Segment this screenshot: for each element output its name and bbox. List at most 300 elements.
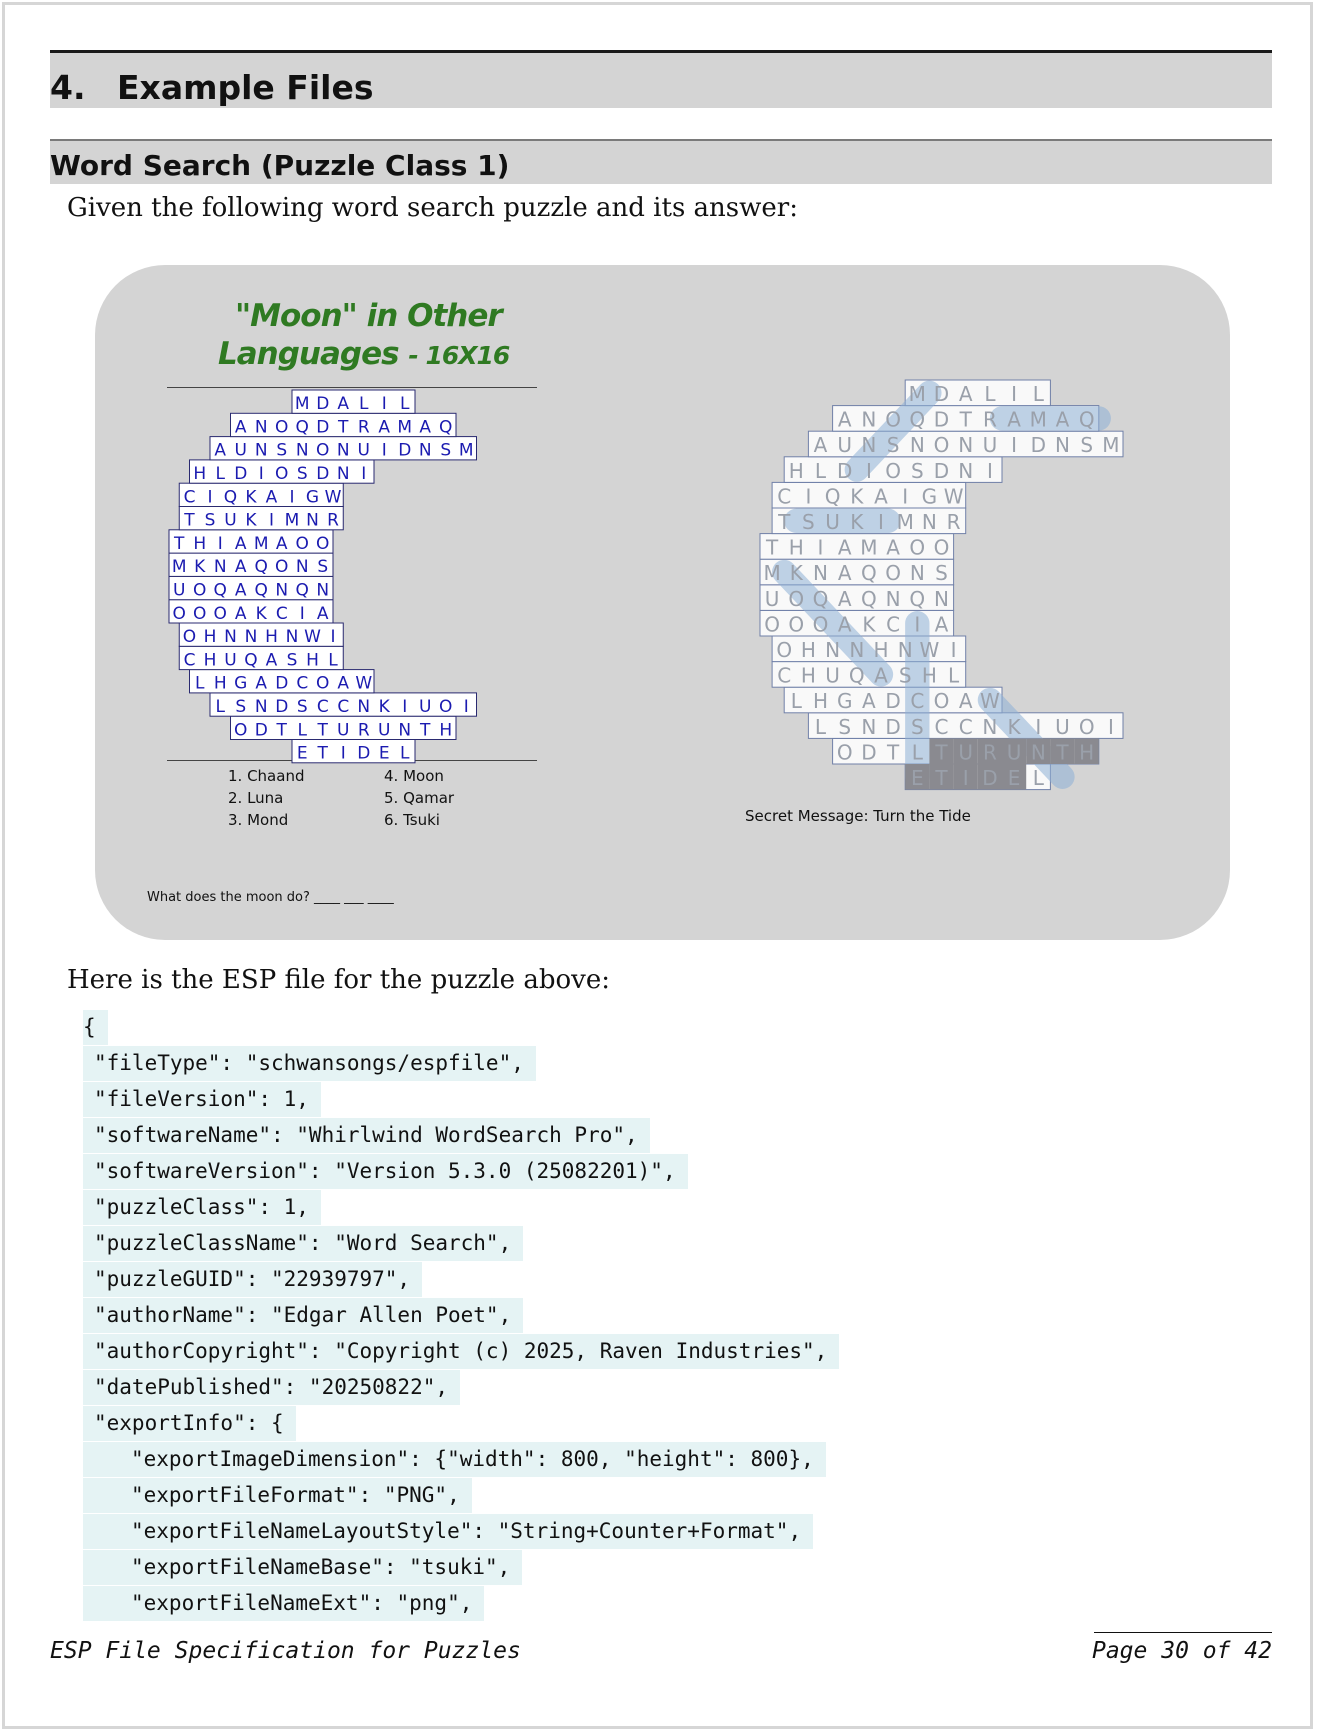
clue-item: 2. Luna [228, 789, 284, 807]
grid-letter: O [172, 603, 186, 624]
grid-letter: K [378, 697, 390, 718]
grid-letter: C [934, 714, 949, 739]
grid-letter: L [1032, 765, 1044, 790]
grid-letter: L [400, 743, 410, 764]
grid-letter: T [174, 533, 185, 554]
grid-letter: N [909, 433, 925, 458]
grid-letter: I [299, 603, 305, 624]
clue-item: 3. Mond [228, 811, 289, 829]
grid-letter: C [337, 697, 350, 718]
grid-letter: A [837, 561, 852, 586]
grid-letter: I [361, 464, 367, 485]
grid-letter: O [836, 740, 853, 765]
code-line: "exportFileFormat": "PNG", [83, 1478, 472, 1513]
grid-letter: O [933, 689, 950, 714]
grid-letter: C [183, 650, 196, 671]
grid-letter: S [802, 509, 815, 534]
grid-letter: I [902, 484, 909, 509]
grid-letter: L [297, 720, 307, 741]
grid-letter: C [886, 612, 901, 637]
grid-letter: D [861, 740, 877, 765]
grid-letter: L [215, 464, 225, 485]
grid-letter: A [234, 603, 247, 624]
grid-letter: N [224, 627, 237, 648]
grid-letter: D [275, 697, 289, 718]
grid-letter: A [837, 407, 852, 432]
grid-letter: A [934, 612, 949, 637]
grid-letter: R [946, 509, 961, 534]
grid-letter: L [984, 381, 996, 406]
grid-letter: A [874, 484, 888, 509]
grid-letter: D [357, 743, 371, 764]
grid-letter: I [1011, 381, 1018, 406]
grid-letter: S [317, 557, 329, 578]
grid-letter: C [296, 673, 309, 694]
grid-letter: G [234, 673, 248, 694]
grid-letter: E [378, 743, 390, 764]
grid-letter: Q [1078, 407, 1095, 432]
code-line: "softwareName": "Whirlwind WordSearch Pro", [83, 1118, 650, 1153]
grid-letter: N [825, 637, 841, 662]
grid-letter: A [837, 535, 852, 560]
grid-letter: L [790, 689, 802, 714]
grid-letter: A [265, 650, 278, 671]
grid-letter: G [305, 487, 320, 508]
grid-letter: A [214, 440, 227, 461]
grid-letter: O [275, 464, 289, 485]
grid-letter: I [878, 509, 884, 534]
grid-letter: O [275, 417, 289, 438]
grid-letter: T [276, 720, 287, 741]
grid-letter: A [837, 612, 852, 637]
grid-letter: O [933, 535, 950, 560]
grid-letter: N [213, 557, 227, 578]
grid-letter: E [1007, 765, 1021, 790]
grid-letter: A [874, 663, 888, 688]
grid-letter: N [316, 580, 330, 601]
grid-letter: D [316, 464, 330, 485]
grid-letter: U [234, 440, 247, 461]
grid-letter: I [1011, 433, 1018, 458]
grid-letter: G [921, 484, 938, 509]
grid-letter: H [873, 637, 889, 662]
clue-item: 5. Qamar [384, 789, 455, 807]
grid-letter: A [265, 487, 278, 508]
grid-letter: N [254, 440, 268, 461]
grid-letter: O [885, 407, 901, 432]
grid-letter: U [224, 650, 237, 671]
grid-letter: D [234, 464, 248, 485]
grid-letter: O [885, 561, 901, 586]
grid-letter: O [275, 557, 289, 578]
grid-letter: T [317, 743, 328, 764]
code-line: "authorCopyright": "Copyright (c) 2025, Raven Industries", [83, 1334, 839, 1369]
grid-letter: S [286, 650, 298, 671]
grid-letter: I [268, 510, 275, 531]
grid-letter: T [959, 407, 972, 432]
grid-letter: I [330, 627, 336, 648]
grid-letter: I [1107, 714, 1114, 739]
code-line: "puzzleGUID": "22939797", [83, 1262, 422, 1297]
grid-letter: K [1007, 714, 1021, 739]
grid-letter: D [275, 673, 289, 694]
grid-letter: I [381, 440, 387, 461]
grid-letter: Q [909, 407, 926, 432]
grid-letter: M [1029, 407, 1047, 432]
grid-letter: Q [295, 580, 309, 601]
grid-letter: O [764, 612, 780, 637]
grid-letter: H [203, 650, 217, 671]
grid-letter: R [982, 407, 997, 432]
grid-letter: M [253, 533, 269, 554]
grid-letter: N [1055, 433, 1070, 458]
grid-letter: N [861, 433, 877, 458]
grid-letter: S [838, 714, 852, 739]
grid-letter: W [943, 484, 964, 509]
grid-letter: O [885, 458, 901, 483]
grid-letter: A [886, 535, 900, 560]
grid-letter: A [1007, 407, 1021, 432]
code-line: "authorName": "Edgar Allen Poet", [83, 1298, 523, 1333]
grid-letter: N [285, 627, 299, 648]
grid-letter: O [182, 627, 197, 648]
grid-letter: O [234, 720, 248, 741]
grid-letter: O [439, 697, 453, 718]
grid-letter: K [245, 487, 257, 508]
grid-letter: D [316, 394, 330, 415]
clue-item: 6. Tsuki [384, 811, 440, 829]
grid-letter: A [419, 417, 432, 438]
secret-message: Secret Message: Turn the Tide [745, 807, 971, 825]
grid-letter: N [813, 561, 828, 586]
grid-letter: T [338, 417, 349, 438]
grid-letter: D [316, 417, 330, 438]
grid-letter: O [776, 637, 793, 662]
puzzle-question: What does the moon do? ____ ___ ____ [147, 890, 394, 905]
grid-letter: M [896, 509, 914, 534]
grid-letter: O [788, 586, 805, 611]
grid-letter: N [418, 440, 432, 461]
subsection-title: Word Search (Puzzle Class 1) [50, 149, 510, 182]
code-line: "datePublished": "20250822", [83, 1370, 460, 1405]
grid-letter: K [194, 557, 206, 578]
grid-letter: D [933, 458, 950, 483]
section-title: Example Files [117, 68, 374, 107]
grid-letter: W [324, 487, 342, 508]
grid-letter: T [935, 765, 948, 790]
grid-letter: N [849, 637, 865, 662]
grid-letter: H [213, 673, 227, 694]
grid-letter: I [381, 394, 387, 415]
grid-letter: W [980, 689, 1000, 714]
grid-letter: N [357, 697, 371, 718]
grid-letter: D [398, 440, 412, 461]
puzzle-title-size: - 16X16 [408, 341, 510, 370]
grid-letter: U [1055, 714, 1070, 739]
grid-letter: I [340, 743, 346, 764]
grid-letter: N [909, 561, 925, 586]
grid-letter: A [316, 603, 329, 624]
grid-letter: A [1055, 407, 1070, 432]
grid-letter: N [897, 637, 913, 662]
grid-letter: Q [824, 484, 841, 509]
grid-letter: I [950, 637, 957, 662]
grid-letter: U [419, 697, 432, 718]
grid-letter: U [958, 740, 974, 765]
grid-letter: H [812, 689, 829, 714]
grid-letter: C [777, 663, 792, 688]
grid-letter: N [275, 580, 289, 601]
grid-letter: Q [861, 561, 877, 586]
code-line: "exportFileNameBase": "tsuki", [83, 1550, 522, 1585]
grid-letter: C [183, 487, 196, 508]
grid-letter: N [398, 720, 412, 741]
grid-letter: T [886, 740, 900, 765]
grid-letter: A [337, 394, 350, 415]
grid-letter: U [837, 433, 853, 458]
grid-letter: O [812, 612, 829, 637]
grid-letter: O [788, 612, 805, 637]
grid-letter: S [276, 440, 288, 461]
grid-letter: Q [223, 487, 238, 508]
grid-letter: S [204, 510, 216, 531]
grid-letter: K [789, 561, 803, 586]
grid-letter: S [1080, 433, 1094, 458]
grid-letter: A [234, 417, 247, 438]
grid-letter: H [193, 464, 207, 485]
grid-letter: A [378, 417, 391, 438]
grid-letter: K [245, 510, 257, 531]
grid-letter: R [327, 510, 339, 531]
grid-letter: H [800, 637, 816, 662]
grid-letter: L [1032, 381, 1044, 406]
grid-letter: U [764, 586, 780, 611]
grid-letter: A [958, 381, 973, 406]
grid-letter: N [1030, 740, 1046, 765]
grid-letter: A [275, 533, 288, 554]
grid-letter: L [400, 394, 410, 415]
code-line: "fileType": "schwansongs/espfile", [83, 1046, 536, 1081]
grid-letter: T [935, 740, 948, 765]
grid-letter: C [910, 689, 925, 714]
grid-letter: O [193, 603, 207, 624]
grid-letter: C [316, 697, 329, 718]
intro-paragraph: Given the following word search puzzle and its answer: [67, 193, 798, 223]
grid-letter: Q [439, 417, 453, 438]
grid-letter: Q [848, 663, 865, 688]
grid-letter: T [765, 535, 779, 560]
grid-letter: C [777, 484, 792, 509]
grid-letter: W [355, 673, 373, 694]
grid-letter: N [295, 557, 309, 578]
grid-letter: L [215, 697, 225, 718]
grid-letter: S [235, 697, 247, 718]
grid-letter: Q [254, 557, 268, 578]
puzzle-title-line1: "Moon" in Other [235, 298, 502, 334]
grid-letter: K [850, 509, 864, 534]
grid-letter: Q [812, 586, 829, 611]
grid-letter: M [171, 557, 187, 578]
grid-letter: A [837, 586, 852, 611]
grid-letter: T [420, 720, 431, 741]
grid-letter: N [336, 464, 350, 485]
grid-letter: I [805, 484, 812, 509]
grid-letter: H [265, 627, 278, 648]
footer-rule [1094, 1632, 1272, 1633]
grid-letter: H [439, 720, 453, 741]
grid-letter: A [337, 673, 350, 694]
section-number: 4. [50, 68, 86, 107]
grid-letter: I [289, 487, 295, 508]
grid-letter: H [193, 533, 207, 554]
code-line: "softwareVersion": "Version 5.3.0 (25082201)", [83, 1154, 688, 1189]
grid-letter: L [911, 740, 923, 765]
grid-letter: S [910, 458, 924, 483]
grid-letter: O [213, 603, 227, 624]
grid-letter: M [397, 417, 413, 438]
grid-letter: Q [244, 650, 258, 671]
grid-letter: R [357, 720, 370, 741]
grid-letter: W [304, 627, 321, 648]
grid-letter: C [275, 603, 288, 624]
grid-letter: L [195, 673, 205, 694]
grid-letter: A [255, 673, 268, 694]
grid-letter: S [935, 561, 948, 586]
grid-letter: N [982, 714, 998, 739]
grid-letter: S [898, 663, 912, 688]
grid-letter: A [813, 433, 828, 458]
code-line: "exportInfo": { [83, 1406, 296, 1441]
grid-letter: T [778, 509, 791, 534]
grid-letter: R [357, 417, 370, 438]
grid-letter: O [295, 533, 309, 554]
code-line: "exportImageDimension": {"width": 800, "height": 800}, [83, 1442, 826, 1477]
grid-letter: N [885, 586, 901, 611]
grid-letter: M [284, 510, 300, 531]
grid-letter: H [1079, 740, 1095, 765]
grid-letter: N [934, 586, 949, 611]
grid-letter: M [763, 561, 781, 586]
grid-letter: C [958, 714, 973, 739]
grid-letter: H [921, 663, 937, 688]
grid-letter: I [217, 533, 223, 554]
code-line: { [83, 1010, 108, 1045]
grid-letter: W [919, 637, 940, 662]
grid-letter: I [817, 535, 824, 560]
grid-letter: D [1030, 433, 1047, 458]
grid-letter: N [336, 440, 350, 461]
grid-letter: H [788, 458, 804, 483]
code-line: "puzzleClass": 1, [83, 1190, 321, 1225]
grid-letter: S [296, 464, 308, 485]
grid-letter: L [328, 650, 338, 671]
grid-letter: M [294, 394, 310, 415]
grid-letter: R [982, 740, 997, 765]
grid-letter: T [1056, 740, 1069, 765]
grid-letter: M [908, 381, 926, 406]
grid-letter: U [982, 433, 998, 458]
grid-letter: I [986, 458, 993, 483]
grid-letter: Q [213, 580, 227, 601]
grid-letter: G [836, 689, 853, 714]
footer-document-title: ESP File Specification for Puzzles [50, 1638, 521, 1664]
grid-letter: A [234, 533, 247, 554]
grid-letter: N [306, 510, 319, 531]
grid-letter: I [962, 765, 969, 790]
grid-letter: L [814, 458, 827, 483]
grid-letter: K [255, 603, 267, 624]
code-line: "fileVersion": 1, [83, 1082, 321, 1117]
clue-item: 4. Moon [384, 767, 444, 785]
grid-letter: N [244, 627, 258, 648]
grid-letter: U [825, 509, 840, 534]
grid-letter: U [224, 510, 237, 531]
grid-letter: N [958, 458, 974, 483]
grid-letter: D [982, 765, 998, 790]
grid-letter: I [402, 697, 408, 718]
grid-letter: D [836, 458, 853, 483]
grid-letter: S [296, 697, 308, 718]
grid-letter: U [173, 580, 186, 601]
grid-letter: S [886, 433, 900, 458]
grid-letter: N [958, 433, 974, 458]
grid-letter: U [357, 440, 370, 461]
grid-letter: T [184, 510, 195, 531]
grid-letter: O [316, 673, 330, 694]
grid-letter: L [948, 663, 960, 688]
grid-letter: L [359, 394, 369, 415]
grid-letter: S [440, 440, 452, 461]
grid-letter: Q [861, 586, 877, 611]
grid-letter: S [910, 714, 924, 739]
grid-letter: I [258, 464, 264, 485]
grid-letter: I [865, 458, 872, 483]
grid-letter: H [788, 535, 804, 560]
grid-letter: K [850, 484, 864, 509]
grid-letter: N [861, 407, 877, 432]
grid-letter: D [885, 689, 901, 714]
grid-letter: H [306, 650, 319, 671]
grid-letter: U [825, 663, 840, 688]
clue-item: 1. Chaand [228, 767, 305, 785]
grid-letter: D [254, 720, 268, 741]
grid-letter: A [234, 580, 247, 601]
grid-letter: N [861, 714, 877, 739]
grid-letter: E [296, 743, 308, 764]
esp-intro-paragraph: Here is the ESP file for the puzzle above: [67, 965, 610, 995]
grid-letter: U [378, 720, 391, 741]
grid-letter: L [814, 714, 827, 739]
grid-letter: A [958, 689, 973, 714]
code-line: "puzzleClassName": "Word Search", [83, 1226, 523, 1261]
grid-letter: O [1078, 714, 1095, 739]
code-line: "exportFileNameLayoutStyle": "String+Counter+Format", [83, 1514, 813, 1549]
grid-letter: I [463, 697, 469, 718]
grid-letter: K [862, 612, 876, 637]
grid-letter: N [295, 440, 309, 461]
grid-letter: D [933, 407, 950, 432]
grid-letter: O [909, 535, 926, 560]
grid-letter: Q [254, 580, 268, 601]
grid-letter: A [862, 689, 876, 714]
footer-page-number: Page 30 of 42 [1091, 1638, 1272, 1664]
puzzle-title-languages: Languages [218, 336, 399, 372]
grid-letter: Q [295, 417, 309, 438]
grid-letter: I [1035, 714, 1042, 739]
grid-letter: N [921, 509, 937, 534]
grid-letter: O [193, 580, 207, 601]
grid-letter: M [458, 440, 474, 461]
